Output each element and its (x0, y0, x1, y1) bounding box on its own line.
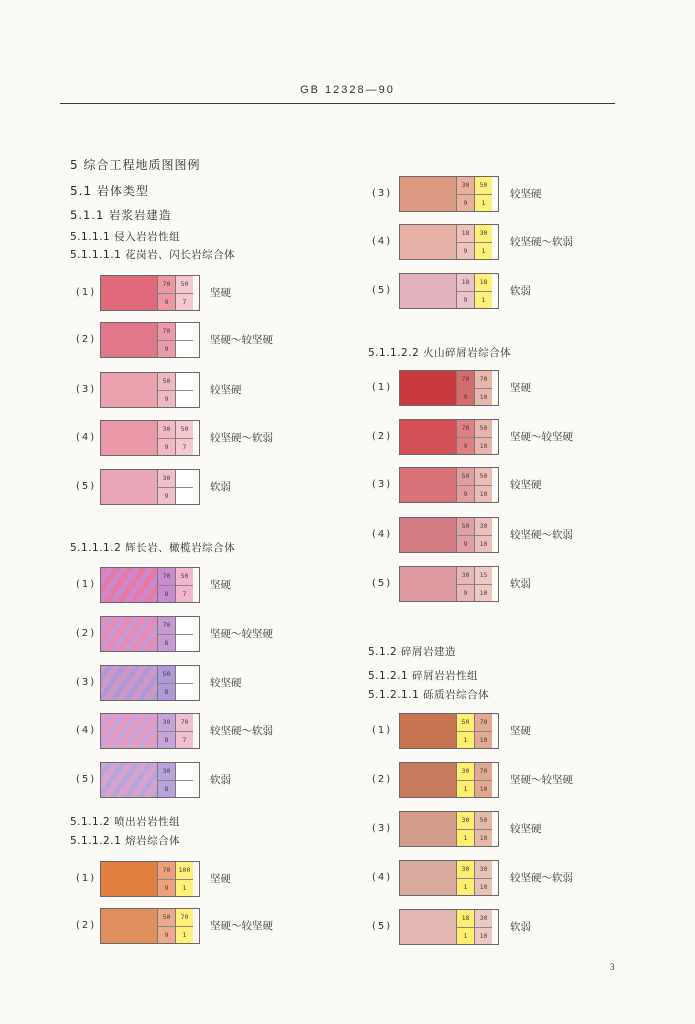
swatch-code-top (176, 617, 193, 635)
swatch-code-top: 15 (475, 567, 492, 585)
swatch-code-column (456, 420, 474, 454)
swatch-code-bottom: 8 (164, 687, 169, 696)
legend-item-label: 较坚硬 (210, 677, 242, 689)
heading-5-1-1-2: 5.1.1.2 喷出岩岩性组 (70, 816, 181, 828)
swatch-code-column (456, 225, 474, 259)
swatch-code-column (456, 714, 474, 748)
legend-swatch (399, 811, 499, 847)
swatch-code-bottom: 9 (463, 489, 468, 498)
swatch-code-top: 70 (475, 763, 492, 781)
legend-item-label: 较坚硬 (510, 188, 542, 200)
swatch-fill (400, 763, 456, 797)
swatch-code-column (175, 714, 193, 748)
swatch-code-top: 18 (457, 274, 474, 292)
legend-swatch (100, 713, 200, 749)
swatch-code-top: 50 (475, 812, 492, 830)
legend-item-label: 坚硬～较坚硬 (210, 628, 273, 640)
swatch-code-top: 30 (158, 714, 175, 732)
swatch-code-column (175, 862, 193, 896)
swatch-code-bottom: 9 (463, 441, 468, 450)
legend-item-label: 软弱 (510, 285, 531, 297)
heading-5-1-2-1-1: 5.1.2.1.1 砾质岩综合体 (368, 689, 490, 701)
swatch-code-column (175, 323, 193, 357)
swatch-code-bottom: 9 (463, 588, 468, 597)
legend-item-number: (1) (76, 287, 97, 298)
legend-item-number: (1) (372, 382, 393, 393)
legend-item-number: (2) (76, 920, 97, 931)
swatch-fill (101, 568, 157, 602)
swatch-code-column (456, 567, 474, 601)
swatch-code-column (157, 568, 175, 602)
legend-swatch (399, 176, 499, 212)
legend-item-label: 坚硬～较坚硬 (510, 774, 573, 786)
swatch-code-bottom: 9 (164, 883, 169, 892)
swatch-code-top: 70 (457, 420, 474, 438)
swatch-code-column (157, 470, 175, 504)
swatch-code-top: 50 (158, 666, 175, 684)
swatch-fill (400, 274, 456, 308)
swatch-code-top: 30 (457, 177, 474, 195)
swatch-code-column (456, 910, 474, 944)
heading-5-1-1-2-2: 5.1.1.2.2 火山碎屑岩综合体 (368, 347, 512, 359)
swatch-code-column (456, 763, 474, 797)
swatch-fill (400, 371, 456, 405)
legend-swatch (399, 224, 499, 260)
swatch-fill (400, 861, 456, 895)
swatch-code-bottom: 9 (164, 344, 169, 353)
legend-item-label: 坚硬 (210, 287, 231, 299)
legend-swatch (100, 469, 200, 505)
legend-item-label: 坚硬 (210, 873, 231, 885)
swatch-code-bottom: 1 (463, 931, 468, 940)
swatch-code-bottom: 8 (164, 638, 169, 647)
legend-item-label: 坚硬～较坚硬 (210, 334, 273, 346)
swatch-code-top: 30 (158, 421, 175, 439)
swatch-code-top (176, 666, 193, 684)
legend-swatch (100, 861, 200, 897)
swatch-code-top: 18 (457, 910, 474, 928)
swatch-code-column (175, 666, 193, 700)
swatch-code-bottom: 7 (182, 589, 187, 598)
swatch-code-bottom: 1 (481, 198, 486, 207)
legend-item-number: (1) (76, 873, 97, 884)
legend-item-number: (1) (372, 725, 393, 736)
swatch-code-top (176, 470, 193, 488)
legend-item-number: (3) (372, 479, 393, 490)
swatch-code-top: 30 (158, 470, 175, 488)
swatch-code-top: 70 (158, 862, 175, 880)
page-number: 3 (610, 962, 615, 972)
swatch-code-bottom: 1 (481, 246, 486, 255)
legend-item-number: (4) (372, 872, 393, 883)
legend-item-number: (3) (372, 823, 393, 834)
legend-item-label: 较坚硬～软弱 (510, 529, 573, 541)
legend-item-number: (4) (76, 432, 97, 443)
swatch-fill (101, 714, 157, 748)
swatch-code-column (474, 812, 492, 846)
legend-item-label: 软弱 (510, 921, 531, 933)
legend-item-label: 较坚硬 (510, 479, 542, 491)
legend-item-label: 软弱 (210, 774, 231, 786)
legend-item-number: (4) (372, 236, 393, 247)
swatch-code-bottom: 1 (463, 882, 468, 891)
swatch-code-top: 70 (158, 617, 175, 635)
swatch-code-column (474, 518, 492, 552)
heading-5-1-2-1: 5.1.2.1 碎屑岩岩性组 (368, 670, 479, 682)
legend-item-label: 较坚硬～软弱 (510, 236, 573, 248)
legend-swatch (100, 762, 200, 798)
swatch-fill (400, 567, 456, 601)
swatch-fill (400, 468, 456, 502)
swatch-code-column (474, 225, 492, 259)
swatch-code-bottom: 1 (182, 930, 187, 939)
swatch-code-bottom: 9 (164, 491, 169, 500)
swatch-code-column (157, 421, 175, 455)
legend-item-label: 较坚硬 (510, 823, 542, 835)
swatch-fill (400, 420, 456, 454)
swatch-code-top: 18 (457, 225, 474, 243)
swatch-code-bottom: 7 (182, 297, 187, 306)
swatch-code-column (474, 371, 492, 405)
swatch-code-top: 30 (457, 567, 474, 585)
swatch-code-column (157, 373, 175, 407)
swatch-code-column (175, 373, 193, 407)
swatch-code-bottom (176, 488, 193, 505)
swatch-code-top: 30 (158, 763, 175, 781)
legend-item-number: (2) (372, 774, 393, 785)
swatch-code-column (474, 177, 492, 211)
swatch-code-top: 18 (475, 274, 492, 292)
swatch-code-bottom (176, 684, 193, 701)
swatch-code-column (157, 909, 175, 943)
legend-item-label: 坚硬 (510, 725, 531, 737)
swatch-code-column (456, 812, 474, 846)
swatch-code-top: 70 (158, 276, 175, 294)
swatch-code-column (175, 470, 193, 504)
swatch-code-top: 70 (457, 371, 474, 389)
swatch-code-column (474, 861, 492, 895)
swatch-code-top: 70 (475, 714, 492, 732)
swatch-code-column (157, 276, 175, 310)
swatch-code-column (157, 666, 175, 700)
swatch-code-bottom: 1 (463, 735, 468, 744)
legend-swatch (100, 322, 200, 358)
legend-item-number: (2) (76, 628, 97, 639)
swatch-code-column (456, 177, 474, 211)
swatch-fill (101, 470, 157, 504)
legend-item-number: (5) (372, 921, 393, 932)
swatch-fill (400, 225, 456, 259)
legend-swatch (100, 420, 200, 456)
swatch-code-top: 70 (176, 714, 193, 732)
swatch-fill (101, 373, 157, 407)
swatch-code-top: 50 (475, 177, 492, 195)
swatch-code-bottom: 9 (463, 392, 468, 401)
swatch-code-bottom: 1 (182, 883, 187, 892)
swatch-code-bottom: 8 (164, 735, 169, 744)
swatch-fill (400, 812, 456, 846)
swatch-code-bottom: 10 (479, 392, 488, 401)
swatch-code-top: 50 (457, 518, 474, 536)
legend-item-label: 较坚硬～软弱 (510, 872, 573, 884)
heading-5-1-2: 5.1.2 碎屑岩建造 (368, 646, 457, 658)
legend-swatch (399, 909, 499, 945)
swatch-code-bottom: 9 (164, 930, 169, 939)
swatch-code-top: 50 (176, 421, 193, 439)
swatch-code-bottom (176, 391, 193, 408)
swatch-code-top: 30 (475, 861, 492, 879)
swatch-code-bottom: 9 (164, 394, 169, 403)
legend-item-number: (5) (76, 481, 97, 492)
legend-swatch (399, 370, 499, 406)
swatch-code-column (175, 421, 193, 455)
legend-swatch (399, 467, 499, 503)
swatch-code-column (474, 468, 492, 502)
swatch-code-bottom: 9 (164, 297, 169, 306)
legend-swatch (399, 713, 499, 749)
swatch-code-column (175, 617, 193, 651)
heading-5-1-1-2-1: 5.1.1.2.1 熔岩综合体 (70, 835, 181, 847)
swatch-code-top: 50 (475, 468, 492, 486)
swatch-code-column (474, 567, 492, 601)
swatch-fill (101, 276, 157, 310)
legend-item-number: (3) (76, 677, 97, 688)
swatch-fill (400, 177, 456, 211)
legend-swatch (399, 860, 499, 896)
swatch-code-column (474, 714, 492, 748)
swatch-code-top: 50 (158, 909, 175, 927)
legend-item-label: 坚硬～较坚硬 (210, 920, 273, 932)
legend-item-label: 坚硬～较坚硬 (510, 431, 573, 443)
legend-swatch (100, 908, 200, 944)
swatch-code-column (157, 323, 175, 357)
legend-swatch (399, 517, 499, 553)
swatch-code-bottom: 10 (479, 489, 488, 498)
legend-item-number: (3) (372, 188, 393, 199)
heading-5-1-1-1-2: 5.1.1.1.2 辉长岩、橄榄岩综合体 (70, 542, 236, 554)
legend-item-label: 坚硬 (210, 579, 231, 591)
legend-item-number: (5) (372, 578, 393, 589)
swatch-code-bottom: 1 (463, 784, 468, 793)
legend-swatch (399, 419, 499, 455)
swatch-code-top: 30 (475, 910, 492, 928)
swatch-code-bottom: 10 (479, 784, 488, 793)
swatch-fill (101, 909, 157, 943)
swatch-code-bottom: 9 (164, 442, 169, 451)
swatch-code-bottom: 9 (463, 246, 468, 255)
swatch-fill (101, 666, 157, 700)
swatch-code-bottom: 10 (479, 931, 488, 940)
swatch-code-column (157, 617, 175, 651)
swatch-fill (101, 763, 157, 797)
swatch-code-column (474, 274, 492, 308)
swatch-code-column (175, 763, 193, 797)
swatch-code-bottom (176, 635, 193, 652)
swatch-code-column (474, 763, 492, 797)
swatch-code-column (474, 910, 492, 944)
swatch-code-column (456, 518, 474, 552)
swatch-fill (101, 421, 157, 455)
swatch-code-top: 50 (457, 714, 474, 732)
swatch-code-top (176, 373, 193, 391)
legend-swatch (399, 762, 499, 798)
swatch-code-bottom: 1 (481, 295, 486, 304)
swatch-code-bottom (176, 341, 193, 358)
swatch-code-bottom: 8 (164, 784, 169, 793)
swatch-code-bottom: 8 (164, 589, 169, 598)
swatch-code-column (456, 371, 474, 405)
swatch-fill (101, 862, 157, 896)
legend-item-label: 软弱 (510, 578, 531, 590)
swatch-fill (101, 617, 157, 651)
swatch-code-top: 70 (475, 371, 492, 389)
swatch-fill (400, 910, 456, 944)
swatch-code-bottom: 10 (479, 539, 488, 548)
legend-item-number: (4) (76, 725, 97, 736)
swatch-code-column (157, 714, 175, 748)
swatch-code-column (157, 763, 175, 797)
swatch-code-column (456, 274, 474, 308)
swatch-code-bottom: 9 (463, 198, 468, 207)
swatch-code-top (176, 763, 193, 781)
swatch-code-top: 30 (475, 225, 492, 243)
swatch-code-top: 70 (158, 568, 175, 586)
legend-item-label: 较坚硬 (210, 384, 242, 396)
swatch-code-top: 50 (176, 568, 193, 586)
swatch-code-column (175, 276, 193, 310)
swatch-code-column (175, 909, 193, 943)
heading-5: 5 综合工程地质图图例 (70, 158, 201, 172)
heading-5-1-1-1: 5.1.1.1 侵入岩岩性组 (70, 231, 181, 243)
swatch-code-column (456, 468, 474, 502)
swatch-code-bottom: 7 (182, 442, 187, 451)
legend-item-number: (2) (76, 334, 97, 345)
swatch-code-top: 50 (176, 276, 193, 294)
swatch-code-top (176, 323, 193, 341)
swatch-fill (101, 323, 157, 357)
swatch-code-column (157, 862, 175, 896)
header-code: GB 12328—90 (300, 84, 395, 96)
swatch-code-bottom: 10 (479, 735, 488, 744)
swatch-code-top: 30 (475, 518, 492, 536)
legend-item-label: 较坚硬～软弱 (210, 725, 273, 737)
legend-swatch (100, 665, 200, 701)
swatch-code-column (456, 861, 474, 895)
legend-item-label: 软弱 (210, 481, 231, 493)
swatch-fill (400, 518, 456, 552)
swatch-fill (400, 714, 456, 748)
legend-item-number: (5) (372, 285, 393, 296)
swatch-code-bottom: 10 (479, 441, 488, 450)
legend-item-number: (3) (76, 384, 97, 395)
legend-swatch (100, 275, 200, 311)
swatch-code-bottom (176, 781, 193, 798)
legend-item-label: 坚硬 (510, 382, 531, 394)
swatch-code-top: 50 (158, 373, 175, 391)
legend-item-number: (5) (76, 774, 97, 785)
legend-swatch (100, 567, 200, 603)
swatch-code-top: 30 (457, 763, 474, 781)
swatch-code-bottom: 9 (463, 295, 468, 304)
swatch-code-bottom: 10 (479, 882, 488, 891)
swatch-code-column (474, 420, 492, 454)
swatch-code-top: 50 (457, 468, 474, 486)
header-rule (60, 103, 615, 104)
legend-swatch (399, 273, 499, 309)
swatch-code-column (175, 568, 193, 602)
legend-item-number: (2) (372, 431, 393, 442)
legend-swatch (100, 616, 200, 652)
swatch-code-top: 70 (158, 323, 175, 341)
heading-5-1-1-1-1: 5.1.1.1.1 花岗岩、闪长岩综合体 (70, 249, 236, 261)
legend-item-number: (1) (76, 579, 97, 590)
swatch-code-bottom: 1 (463, 833, 468, 842)
swatch-code-top: 100 (176, 862, 193, 880)
legend-swatch (399, 566, 499, 602)
heading-5-1-1: 5.1.1 岩浆岩建造 (70, 208, 172, 222)
swatch-code-bottom: 7 (182, 735, 187, 744)
heading-5-1: 5.1 岩体类型 (70, 184, 149, 198)
legend-item-number: (4) (372, 529, 393, 540)
swatch-code-bottom: 10 (479, 833, 488, 842)
legend-item-label: 较坚硬～软弱 (210, 432, 273, 444)
swatch-code-top: 70 (176, 909, 193, 927)
legend-swatch (100, 372, 200, 408)
swatch-code-bottom: 9 (463, 539, 468, 548)
swatch-code-top: 30 (457, 861, 474, 879)
swatch-code-top: 50 (475, 420, 492, 438)
swatch-code-bottom: 10 (479, 588, 488, 597)
swatch-code-top: 30 (457, 812, 474, 830)
